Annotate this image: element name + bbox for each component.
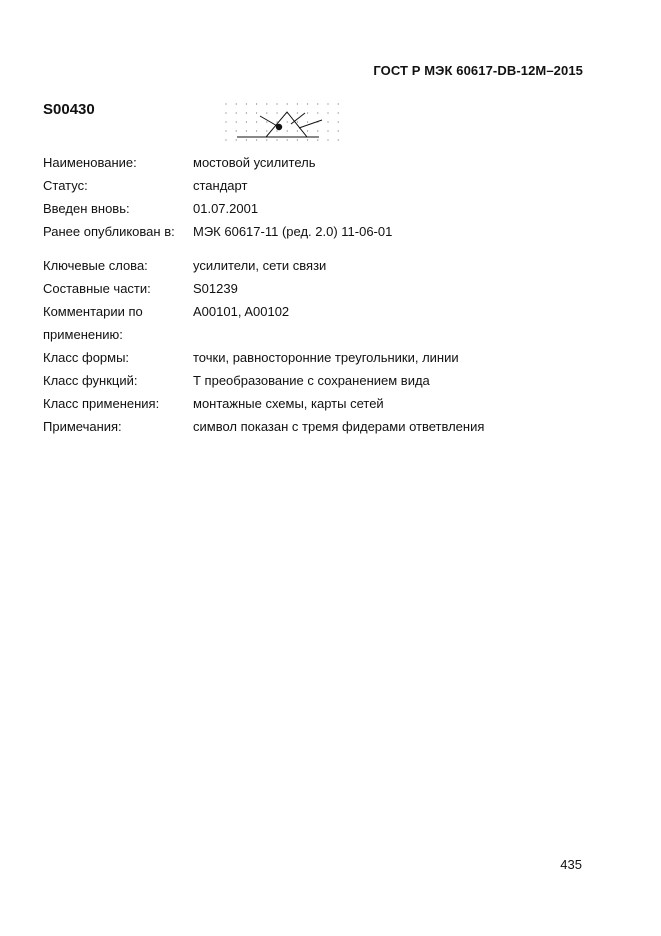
grid-dot [225,121,226,122]
feeder-line-2 [291,113,305,124]
grid-dot [317,139,318,140]
grid-dot [236,130,237,131]
grid-dot [256,121,257,122]
grid-dot [225,139,226,140]
grid-dot [236,139,237,140]
grid-dot [317,112,318,113]
grid-dot [266,130,267,131]
field-label: Составные части: [43,281,151,296]
grid-dot [276,130,277,131]
grid-dot [297,103,298,104]
grid-dot [256,112,257,113]
grid-dot [317,130,318,131]
grid-dot [276,139,277,140]
field-label: Класс применения: [43,396,160,411]
grid-dot [225,112,226,113]
grid-dot [246,103,247,104]
field-value: монтажные схемы, карты сетей [193,396,384,411]
grid-dot [287,103,288,104]
grid-dot [256,130,257,131]
grid-dot [266,112,267,113]
field-value: стандарт [193,178,248,193]
grid-dot [256,103,257,104]
field-value: Т преобразование с сохранением вида [193,373,430,388]
grid-dot [287,130,288,131]
field-value: S01239 [193,281,238,296]
grid-dot [236,103,237,104]
field-label: Статус: [43,178,88,193]
grid-dot [246,139,247,140]
grid-dot [327,112,328,113]
field-value: усилители, сети связи [193,258,327,273]
field-label: применению: [43,327,123,342]
grid-dot [307,112,308,113]
field-value: A00101, A00102 [193,304,290,319]
grid-dot [297,139,298,140]
field-label: Комментарии по [43,304,143,319]
grid-dot [225,130,226,131]
grid-dot [287,139,288,140]
symbol-drawing [222,100,352,144]
grid-dot [256,139,257,140]
feeder-line-1 [260,116,279,127]
bridge-amplifier-symbol-icon [222,100,352,144]
grid-dot [266,139,267,140]
feeder-line-3 [299,120,322,128]
grid-dot [246,130,247,131]
grid-dot [276,112,277,113]
grid-dot [327,121,328,122]
grid-dot [266,121,267,122]
grid-dot [276,103,277,104]
grid-dot [338,130,339,131]
grid-dot [338,112,339,113]
grid-dot [297,130,298,131]
field-label: Примечания: [43,419,122,434]
grid-dot [236,121,237,122]
document-header: ГОСТ Р МЭК 60617-DB-12M–2015 [373,63,583,78]
field-label: Класс формы: [43,350,130,365]
grid-dot [307,130,308,131]
grid-dot [276,121,277,122]
symbol-code: S00430 [43,101,95,118]
field-label: Ключевые слова: [43,258,148,273]
page-number: 435 [560,857,582,872]
field-value: символ показан с тремя фидерами ответвления [193,419,485,434]
grid-dot [297,121,298,122]
grid-dot [338,139,339,140]
field-label: Класс функций: [43,373,138,388]
field-label: Введен вновь: [43,201,130,216]
grid-dot [338,121,339,122]
field-label: Ранее опубликован в: [43,224,175,239]
grid-dot [297,112,298,113]
grid-dot [327,139,328,140]
grid-dot [246,121,247,122]
grid-dot [327,103,328,104]
field-value: 01.07.2001 [193,201,259,216]
grid-dot [225,103,226,104]
field-value: точки, равносторонние треугольники, линии [193,350,459,365]
grid-dot [307,121,308,122]
grid-dot [317,103,318,104]
field-value: мостовой усилитель [193,155,316,170]
grid-dot [287,121,288,122]
junction-dot [276,124,282,130]
grid-dot [307,103,308,104]
grid-dot [307,139,308,140]
field-label: Наименование: [43,155,137,170]
grid-dot [338,103,339,104]
grid-dot [236,112,237,113]
grid-dot [246,112,247,113]
field-value: МЭК 60617-11 (ред. 2.0) 11-06-01 [193,224,393,239]
grid-dot [266,103,267,104]
grid-dot [327,130,328,131]
